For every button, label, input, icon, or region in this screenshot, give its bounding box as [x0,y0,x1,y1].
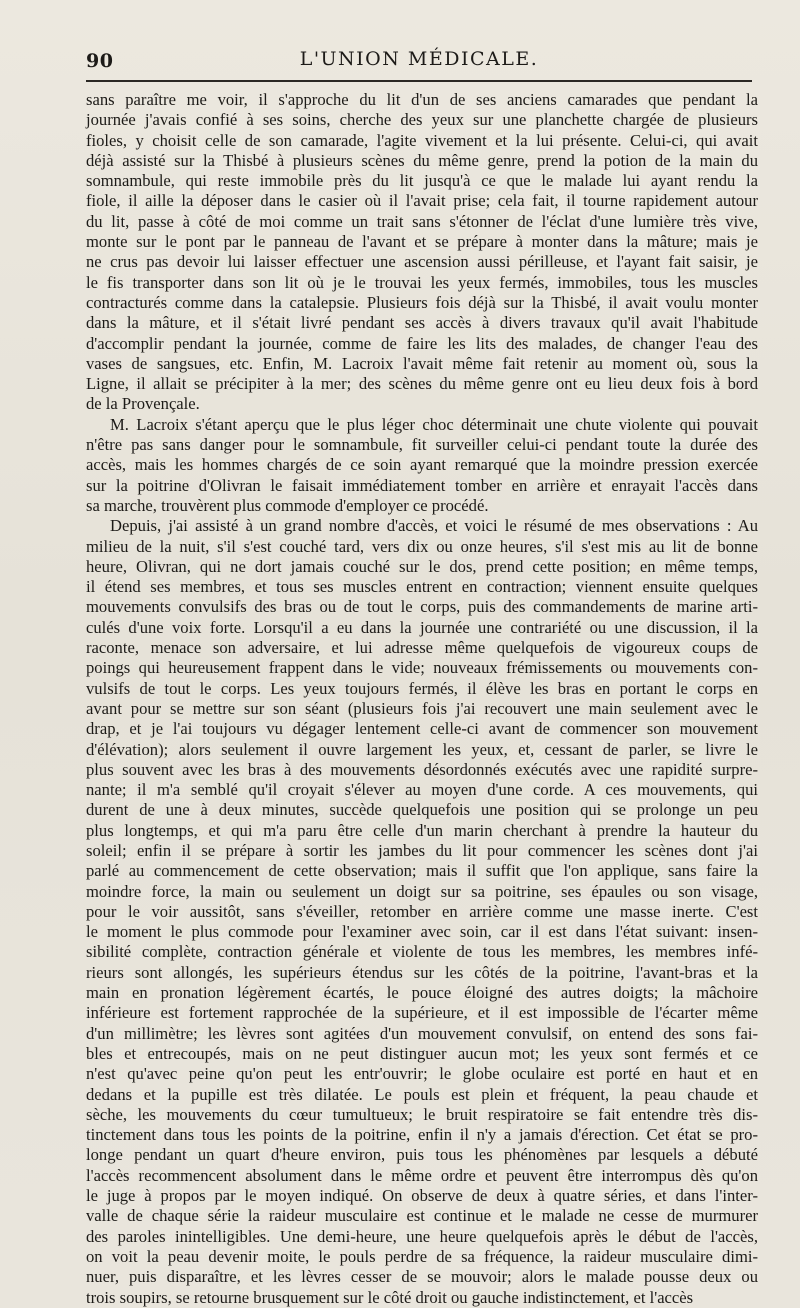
text-line: M. Lacroix s'étant aperçu que le plus léger choc déterminait une chute violente qui pouvait [110,414,758,434]
text-line: tinctement dans tous les points de la poitrine, enfin il n'y a jamais d'érection. Cet état se pro- [86,1125,758,1145]
text-line: bles et entrecoupés, mais on ne peut distinguer aucun mot; les yeux sont fermés et ce [86,1043,758,1063]
text-line: nante; il m'a semblé qu'il croyait s'élever au moyen d'une corde. A ces mouvements, qui [86,780,758,800]
text-line: du lit, passe à côté de moi comme un trait sans s'étonner de l'éclat d'une lumière très vive, [86,211,758,231]
text-line: sa marche, trouvèrent plus commode d'employer ce procédé. [86,495,489,515]
text-line: vases de sangsues, etc. Enfin, M. Lacroix l'avait même fait retenir au moment où, sous la [86,353,758,373]
text-line: trois soupirs, se retourne brusquement sur le côté droit ou gauche indistinctement, et l'accès [86,1287,694,1307]
text-line: d'un millimètre; les lèvres sont agitées d'un mouvement convulsif, on entend des sons fai- [86,1023,758,1043]
text-line: inférieure est fortement rapprochée de la supérieure, et il est impossible de l'écarter même [86,1003,758,1023]
text-line: Depuis, j'ai assisté à un grand nombre d'accès, et voici le résumé de mes observations : Au [110,516,758,536]
text-line: l'accès recommencent absolument dans le même ordre et peuvent être interrompus dès qu'on [86,1165,758,1185]
text-line: déjà assisté sur la Thisbé à plusieurs scènes du même genre, prend la potion de la main du [86,150,758,170]
text-line: avant pour se mettre sur son séant (plusieurs fois j'ai recouvert une main seulement avec le [86,698,758,718]
text-line: de la Provençale. [86,394,200,414]
text-line: le moment le plus commode pour l'examiner avec soin, car il est dans l'état suivant: insen- [86,922,758,942]
text-line: raconte, menace son adversaire, et lui adresse même quelquefois de vigoureux coups de [86,638,758,658]
text-line: dans la mâture, et il s'était livré pendant ses accès à divers travaux qu'il avait l'habitude [86,313,758,333]
text-line: drap, et je l'ai toujours vu dégager lentement celle-ci avant de commencer son mouvement [86,719,758,739]
body-text [86,90,758,1308]
running-title: L'UNION MÉDICALE. [299,48,539,70]
text-line: vulsifs de tout le corps. Les yeux toujours fermés, il élève les bras en portant le corps en [86,678,758,698]
text-line: des paroles inintelligibles. Une demi-heure, une heure quelquefois après le début de l'accès, [86,1226,758,1246]
text-line: contracturés comme dans la catalepsie. Plusieurs fois déjà sur la Thisbé, il avait voulu monter [86,292,758,312]
text-line: main en pronation légèrement écartés, le pouce éloigné des autres doigts; la mâchoire [86,983,758,1003]
text-line: Ligne, il allait se précipiter à la mer; des scènes du même genre ont eu lieu deux fois à bord [86,374,758,394]
paragraph [86,516,758,1308]
text-line: n'être pas sans danger pour le somnambule, fit surveiller celui-ci pendant toute la durée des [86,435,758,455]
text-line: pour le voir aussitôt, sans s'éveiller, retomber en arrière comme une masse inerte. C'est [86,901,758,921]
text-line: le fis transporter dans son lit où je le trouvai les yeux fermés, immobiles, tous les muscles [86,272,758,292]
text-line: on voit la peau devenir moite, le pouls perdre de sa fréquence, la raideur musculaire dimi- [86,1246,758,1266]
text-line: rieurs sont allongés, les supérieurs étendus sur les côtés de la poitrine, l'avant-bras et la [86,962,758,982]
text-line: soleil; enfin il se prépare à sortir les jambes du lit pour commencer les scènes dont j'ai [86,840,758,860]
text-line: d'élévation); alors seulement il ouvre largement les yeux, et, cessant de parler, se livre le [86,739,758,759]
text-line: le juge à propos par le moyen indiqué. On observe de deux à quatre séries, et dans l'inter- [86,1186,758,1206]
text-line: monte sur le pont par le panneau de l'avant et se prépare à monter dans la mâture; mais je [86,232,758,252]
text-line: moindre force, la main ou seulement un doigt sur sa poitrine, ses épaules ou son visage, [86,881,758,901]
text-line: longe pendant un quart d'heure environ, puis tous les phénomènes par lesquels a débuté [86,1145,758,1165]
text-line: somnambule, qui reste immobile près du lit jusqu'à ce que le malade lui ayant rendu la [86,171,758,191]
text-line: il étend ses membres, et tous ses muscles entrent en contraction; viennent ensuite quelques [86,577,758,597]
paragraph [86,415,758,516]
text-line: durent de une à deux minutes, succède quelquefois une position qui se prolonge un peu [86,800,758,820]
text-line: parlé au commencement de cette observation; mais il suffit que l'on applique, sans faire la [86,861,758,881]
text-line: plus longtemps, et qui m'a paru être celle d'un marin cherchant à prendre la hauteur du [86,820,758,840]
text-line: valle de chaque série la raideur musculaire est continue et le malade ne cesse de murmurer [86,1206,758,1226]
text-line: poings qui heureusement frappent dans le vide; nouveaux frémissements ou mouvements con- [86,658,758,678]
page-number: 90 [86,50,114,72]
text-line: milieu de la nuit, s'il s'est couché tard, vers dix ou onze heures, s'il s'est mis au lit de bonne [86,536,758,556]
text-line: fiole, il aille la déposer dans le casier où il l'avait prise; cela fait, il tourne rapidement autour [86,191,758,211]
paragraph [86,90,758,415]
text-line: n'est qu'avec peine qu'on peut les entr'ouvrir; le globe oculaire est porté en haut et en [86,1064,758,1084]
text-line: plus souvent avec les bras à des mouvements désordonnés exécutés avec une rapidité surpre- [86,759,758,779]
text-line: dedans et la pupille est très dilatée. Le pouls est plein et fréquent, la peau chaude et [86,1084,758,1104]
text-line: culés d'une voix forte. Lorsqu'il a eu dans la journée une contrariété ou une discussion, il la [86,617,758,637]
text-line: sur la poitrine d'Olivran le faisait immédiatement tomber en arrière et enrayait l'accès dans [86,475,758,495]
text-line: ne crus pas devoir lui laisser effectuer une ascension aussi périlleuse, et l'ayant fait saisir, je [86,252,758,272]
text-line: mouvements convulsifs des bras ou de tout le corps, puis des commandements de marine arti- [86,597,758,617]
text-line: accès, mais les hommes chargés de ce soin ayant remarqué que la moindre pression exercée [86,455,758,475]
text-line: sèche, les mouvements du cœur tumultueux; le bruit respiratoire se fait entendre très dis- [86,1104,758,1124]
text-line: d'accomplir pendant la journée, comme de faire les lits des malades, de changer l'eau des [86,333,758,353]
text-line: sibilité complète, contraction générale et violente de tous les membres, les membres infé- [86,942,758,962]
page-header [86,42,752,82]
text-line: nuer, puis disparaître, et les lèvres cesser de se mouvoir; alors le malade pousse deux ou [86,1267,758,1287]
header-rule [86,80,752,82]
text-line: heure, Olivran, qui ne dort jamais couché sur le dos, prend cette position; en même temps, [86,556,758,576]
text-line: fioles, y choisit celle de son camarade, l'agite vivement et la lui présente. Celui-ci, qui avait [86,130,758,150]
text-line: journée j'avais confié à ses soins, cherche des yeux sur une planchette chargée de plusieurs [86,110,758,130]
text-line: sans paraître me voir, il s'approche du lit d'un de ses anciens camarades que pendant la [86,90,758,109]
